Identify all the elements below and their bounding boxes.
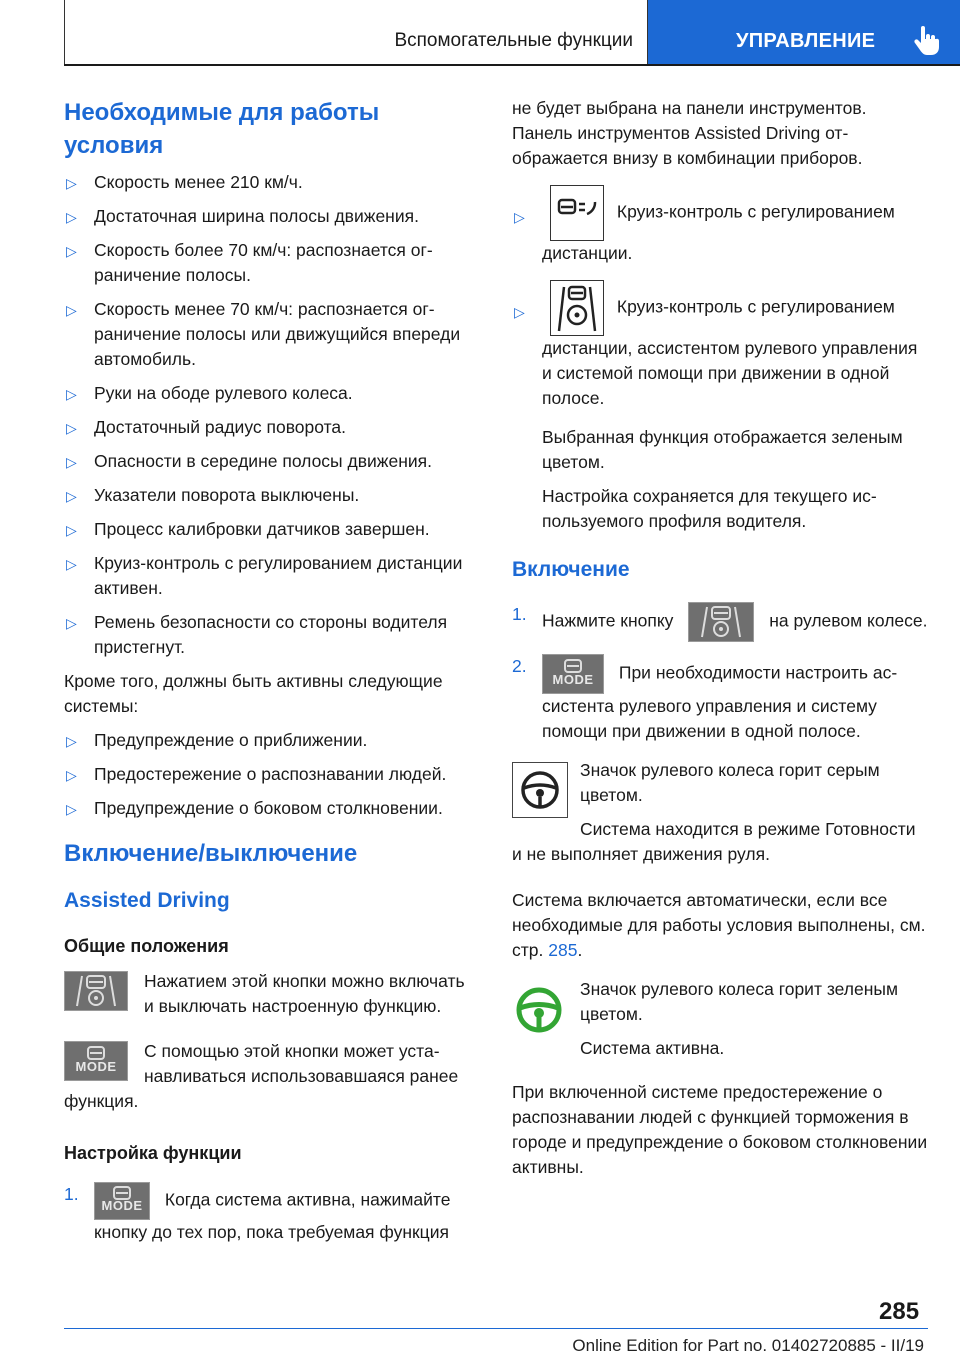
function-options-list (512, 185, 928, 411)
hand-pointer-icon (910, 24, 942, 56)
car-steering-icon (689, 603, 753, 641)
page-number: 285 (879, 1298, 920, 1325)
green-text: Значок рулевого колеса горит зеленым цветом. (580, 979, 899, 1024)
cruise-distance-icon (551, 186, 603, 240)
triangle-bullet-icon: ▷ (66, 386, 77, 402)
list-item: ▷ Предостережение о распознавании людей. (64, 762, 478, 787)
list-item: ▷ Достаточная ширина полосы движения. (64, 204, 478, 229)
mode-label: MODE (552, 672, 594, 687)
triangle-bullet-icon: ▷ (66, 767, 77, 783)
grey-text: Значок рулевого колеса горит серым цветом. (580, 760, 880, 805)
right-column (512, 96, 928, 1189)
general-paragraph-1: Нажатием этой кнопки можно включать и выключать настроенную функцию. (64, 969, 478, 1019)
also-systems-text: Кроме того, должны быть активны следующие системы: (64, 671, 443, 716)
steering-wheel-green-symbol (512, 983, 568, 1039)
chapter-title: УПРАВЛЕНИЕ (736, 30, 876, 52)
list-item: ▷ Круиз-контроль с регулированием дистанции, ассистентом рулевого управления и системой помощи при движении в одной полосе. (512, 280, 928, 411)
on-off-heading: Включение/выключение (64, 840, 358, 867)
list-item: ▷ Достаточный радиус поворота. (64, 415, 478, 440)
list-item: ▷ Скорость менее 70 км/ч: распознается ограничение полосы или движущийся впереди автомобиль. (66, 299, 461, 369)
mode-button-icon (64, 1041, 128, 1081)
list-item: ▷ Предупреждение о приближении. (64, 728, 478, 753)
activation-heading: Включение (512, 558, 630, 581)
list-item: ▷ Круиз-контроль с регулированием дистанции. (512, 185, 928, 266)
cruise-control-symbol (550, 185, 604, 241)
triangle-bullet-icon: ▷ (66, 733, 77, 749)
triangle-bullet-icon: ▷ (66, 488, 77, 504)
mode-button-icon (542, 654, 604, 694)
step-number: 2. (512, 656, 527, 676)
footer-divider (64, 1328, 928, 1329)
general-paragraph-2: MODE С помощью этой кнопки может устанавливаться использовавшаяся ранее функция. (64, 1041, 459, 1111)
page-header (64, 0, 960, 66)
final-text: При включенной системе предостережение о распознавании людей с функцией торможения в городе и предупреждение о боковом столкновении активны. (512, 1082, 928, 1177)
triangle-bullet-icon: ▷ (514, 209, 525, 225)
steering-wheel-green-icon (512, 983, 566, 1037)
activation-step-1: 1. Нажмите кнопку на рулевом колесе. (512, 602, 928, 642)
selected-text: Выбранная функция отображается зеленым цветом. (542, 427, 903, 472)
setup-step-1: 1. MODE Когда система активна, нажимайте кнопку до тех пор, пока требуемая функция (64, 1184, 451, 1242)
step-number: 1. (64, 1184, 79, 1204)
steering-wheel-icon (513, 763, 567, 817)
triangle-bullet-icon: ▷ (66, 302, 77, 318)
triangle-bullet-icon: ▷ (66, 175, 77, 191)
car-steering-icon (65, 972, 127, 1010)
conditions-list (64, 170, 478, 660)
auto-text: Система включается автоматически, если все необходимые для работы условия выполнены, см. стр. 285. (512, 890, 926, 960)
steering-assist-symbol (550, 280, 604, 336)
triangle-bullet-icon: ▷ (66, 615, 77, 631)
assist-button-icon (64, 971, 128, 1011)
mode-label: MODE (101, 1198, 143, 1213)
mode-button-icon (94, 1182, 150, 1220)
setup-heading: Настройка функции (64, 1143, 242, 1163)
triangle-bullet-icon: ▷ (66, 556, 77, 572)
triangle-bullet-icon: ▷ (66, 243, 77, 259)
list-item: ▷ Процесс калибровки датчиков завершен. (64, 517, 478, 542)
saved-text: Настройка сохраняется для текущего используемого профиля водителя. (542, 486, 877, 531)
continuation-text: не будет выбрана на панели инструментов. Панель инструментов Assisted Driving отображается внизу в комбинации приборов. (512, 98, 867, 168)
triangle-bullet-icon: ▷ (514, 304, 525, 320)
activation-step-2: 2. MODE При необходимости настроить ассистента рулевого управления и систему помощи при движении в одной полосе. (512, 656, 898, 741)
left-column (64, 96, 478, 1257)
section-title: Вспомогательные функции (64, 0, 648, 64)
triangle-bullet-icon: ▷ (66, 454, 77, 470)
list-item: ▷ Предупреждение о боковом столкновении. (64, 796, 478, 821)
lane-steering-icon (551, 281, 603, 335)
systems-list (64, 728, 478, 821)
triangle-bullet-icon: ▷ (66, 209, 77, 225)
mode-label: MODE (75, 1059, 117, 1074)
list-item: ▷ Круиз-контроль с регулированием дистанции активен. (66, 553, 463, 598)
list-item: ▷ Опасности в середине полосы движения. (64, 449, 478, 474)
green-wheel-block (512, 977, 928, 1061)
step-number: 1. (512, 604, 527, 624)
list-item: ▷ Скорость менее 210 км/ч. (64, 170, 478, 195)
assist-button-icon (688, 602, 754, 642)
assisted-driving-heading: Assisted Driving (64, 889, 230, 912)
chapter-tab (648, 0, 960, 64)
conditions-heading: Необходимые для работы условия (64, 99, 380, 159)
list-item: ▷ Скорость более 70 км/ч: распознается ограничение полосы. (66, 240, 433, 285)
general-heading: Общие положения (64, 936, 229, 956)
grey-wheel-block (512, 758, 928, 867)
triangle-bullet-icon: ▷ (66, 420, 77, 436)
list-item: ▷ Ремень безопасности со стороны водителя пристегнут. (66, 612, 448, 657)
triangle-bullet-icon: ▷ (66, 801, 77, 817)
steering-wheel-grey-symbol (512, 762, 568, 818)
list-item: ▷ Руки на ободе рулевого колеса. (64, 381, 478, 406)
triangle-bullet-icon: ▷ (66, 522, 77, 538)
active-text: Система активна. (580, 1038, 725, 1058)
list-item: ▷ Указатели поворота выключены. (64, 483, 478, 508)
page-link[interactable]: 285 (548, 940, 578, 960)
edition-line: Online Edition for Part no. 01402720885 - II/19 (572, 1336, 924, 1355)
ready-text: Система находится в режиме Готовности и не выполняет движения руля. (512, 819, 916, 864)
